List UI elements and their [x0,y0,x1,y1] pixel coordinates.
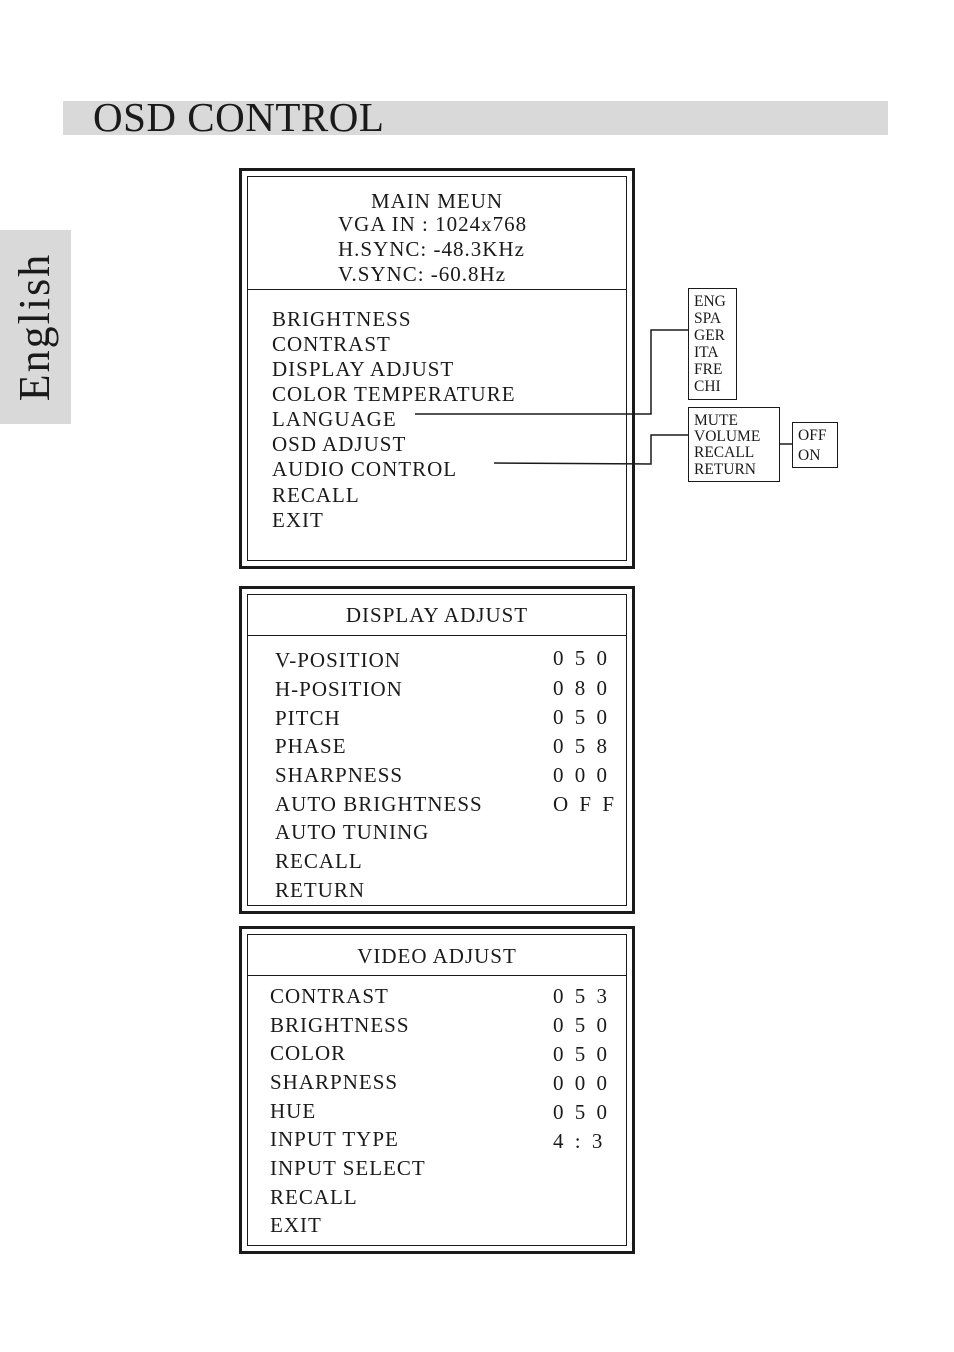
menu-item-recall[interactable]: RECALL [272,483,360,507]
display-adjust-inner [247,594,627,906]
language-connector-line [415,330,689,414]
audio-connector-line [494,435,689,464]
video-row-value: 0 5 0 [553,1100,610,1124]
menu-item-language[interactable]: LANGUAGE [272,407,397,431]
audio-option-volume[interactable]: VOLUME [694,428,761,445]
video-row-label[interactable]: CONTRAST [270,984,389,1008]
language-option-ger[interactable]: GER [694,327,725,344]
video-row-value: 0 5 3 [553,984,610,1008]
video-adjust-inner [247,934,627,1246]
menu-item-audio-control[interactable]: AUDIO CONTROL [272,457,458,481]
display-row-label[interactable]: AUTO BRIGHTNESS [275,792,483,816]
language-option-chi[interactable]: CHI [694,378,721,395]
video-row-value: 4 : 3 [553,1129,606,1153]
mute-option-off[interactable]: OFF [798,427,827,444]
mute-submenu [792,422,838,468]
video-row-label[interactable]: RECALL [270,1185,358,1209]
language-option-eng[interactable]: ENG [694,293,726,310]
display-row-value: 0 8 0 [553,676,610,700]
display-adjust-panel [239,586,635,914]
video-adjust-panel [239,926,635,1254]
menu-item-display-adjust[interactable]: DISPLAY ADJUST [272,357,455,381]
language-option-spa[interactable]: SPA [694,310,722,327]
display-row-label[interactable]: V-POSITION [275,648,401,672]
display-row-value: 0 0 0 [553,763,610,787]
menu-item-exit[interactable]: EXIT [272,508,324,532]
hsync-info: H.SYNC: -48.3KHz [338,237,525,261]
mute-option-on[interactable]: ON [798,447,821,464]
display-row-label[interactable]: RECALL [275,849,363,873]
side-tab-label: English [10,252,59,402]
language-option-fre[interactable]: FRE [694,361,723,378]
display-row-label[interactable]: RETURN [275,878,365,902]
video-row-value: 0 0 0 [553,1071,610,1095]
language-submenu [688,288,737,400]
menu-item-osd-adjust[interactable]: OSD ADJUST [272,432,407,456]
display-row-value: 0 5 0 [553,646,610,670]
display-row-label[interactable]: AUTO TUNING [275,820,430,844]
audio-option-return[interactable]: RETURN [694,461,756,478]
audio-submenu [688,407,780,482]
language-option-ita[interactable]: ITA [694,344,719,361]
display-row-label[interactable]: PHASE [275,734,347,758]
video-row-label[interactable]: EXIT [270,1213,322,1237]
menu-item-brightness[interactable]: BRIGHTNESS [272,307,412,331]
video-row-value: 0 5 0 [553,1042,610,1066]
main-menu-title: MAIN MEUN [370,189,504,213]
page-title: OSD CONTROL [93,94,385,140]
video-row-label[interactable]: BRIGHTNESS [270,1013,410,1037]
video-row-value: 0 5 0 [553,1013,610,1037]
video-adjust-divider [248,975,626,976]
audio-option-mute[interactable]: MUTE [694,412,738,429]
display-row-label[interactable]: SHARPNESS [275,763,404,787]
video-adjust-title: VIDEO ADJUST [357,944,517,968]
video-row-label[interactable]: INPUT TYPE [270,1127,399,1151]
display-row-value: 0 5 8 [553,734,610,758]
menu-item-color-temperature[interactable]: COLOR TEMPERATURE [272,382,516,406]
video-row-label[interactable]: SHARPNESS [270,1070,399,1094]
audio-option-recall[interactable]: RECALL [694,444,755,461]
display-row-label[interactable]: PITCH [275,706,341,730]
display-row-value: O F F [553,792,618,816]
menu-item-contrast[interactable]: CONTRAST [272,332,391,356]
video-row-label[interactable]: HUE [270,1099,317,1123]
video-row-label[interactable]: COLOR [270,1041,347,1065]
display-adjust-title: DISPLAY ADJUST [345,603,529,627]
display-row-value: 0 5 0 [553,705,610,729]
vga-in-info: VGA IN : 1024x768 [338,212,528,236]
display-row-label[interactable]: H-POSITION [275,677,403,701]
display-adjust-divider [248,635,626,636]
vsync-info: V.SYNC: -60.8Hz [338,262,507,286]
video-row-label[interactable]: INPUT SELECT [270,1156,426,1180]
